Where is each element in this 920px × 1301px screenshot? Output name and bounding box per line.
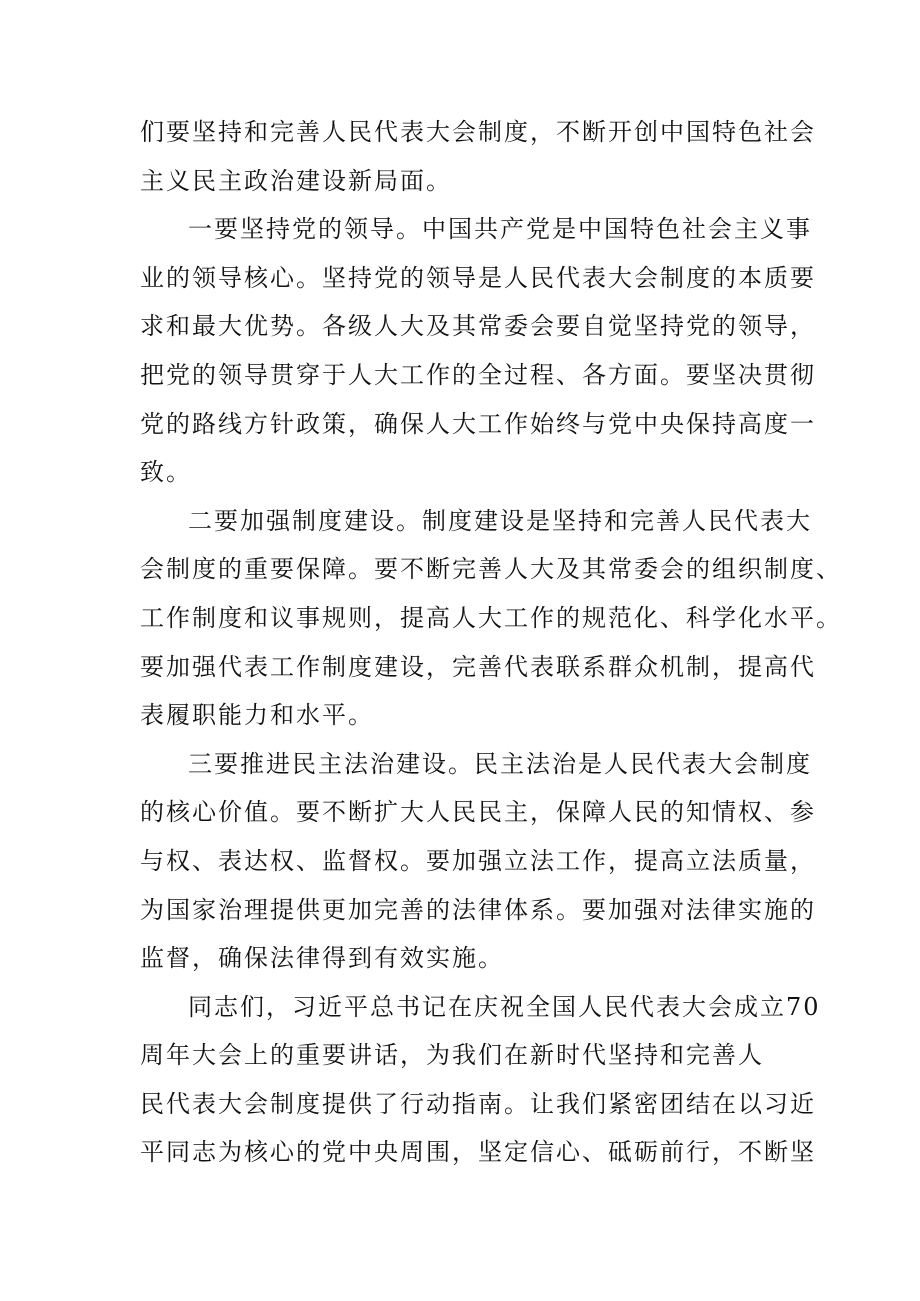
text-line: 的核心价值。要不断扩大人民民主，保障人民的知情权、参 (140, 798, 816, 827)
text-line: 平同志为核心的党中央周围，坚定信心、砥砺前行，不断坚 (140, 1138, 816, 1167)
text-line: 会制度的重要保障。要不断完善人大及其常委会的组织制度、 (140, 555, 842, 584)
text-line: 们要坚持和完善人民代表大会制度，不断开创中国特色社会 (140, 118, 816, 146)
text-line: 党的路线方针政策，确保人大工作始终与党中央保持高度一 (140, 409, 816, 438)
text-line: 业的领导核心。坚持党的领导是人民代表大会制度的本质要 (140, 263, 816, 292)
text-line: 周年大会上的重要讲话，为我们在新时代坚持和完善人 (140, 1041, 764, 1070)
paragraph-start-line: 一要坚持党的领导。中国共产党是中国特色社会主义事 (188, 215, 812, 244)
text-line: 致。 (140, 458, 192, 487)
text-line: 表履职能力和水平。 (140, 701, 374, 730)
text-line: 主义民主政治建设新局面。 (140, 166, 452, 195)
document-body (140, 108, 842, 1177)
paragraph-start-line: 三要推进民主法治建设。民主法治是人民代表大会制度 (188, 749, 812, 778)
text-line: 为国家治理提供更加完善的法律体系。要加强对法律实施的 (140, 895, 816, 924)
text-line: 求和最大优势。各级人大及其常委会要自觉坚持党的领导， (140, 312, 816, 341)
paragraph-start-line: 同志们，习近平总书记在庆祝全国人民代表大会成立70 (188, 992, 821, 1021)
text-line: 与权、表达权、监督权。要加强立法工作，提高立法质量， (140, 846, 816, 875)
text-line: 民代表大会制度提供了行动指南。让我们紧密团结在以习近 (140, 1089, 816, 1118)
text-line: 监督，确保法律得到有效实施。 (140, 944, 504, 973)
paragraph-start-line: 二要加强制度建设。制度建设是坚持和完善人民代表大 (188, 506, 812, 535)
text-line: 把党的领导贯穿于人大工作的全过程、各方面。要坚决贯彻 (140, 360, 816, 389)
text-line: 要加强代表工作制度建设，完善代表联系群众机制，提高代 (140, 652, 816, 681)
text-line: 工作制度和议事规则，提高人大工作的规范化、科学化水平。 (140, 603, 842, 632)
